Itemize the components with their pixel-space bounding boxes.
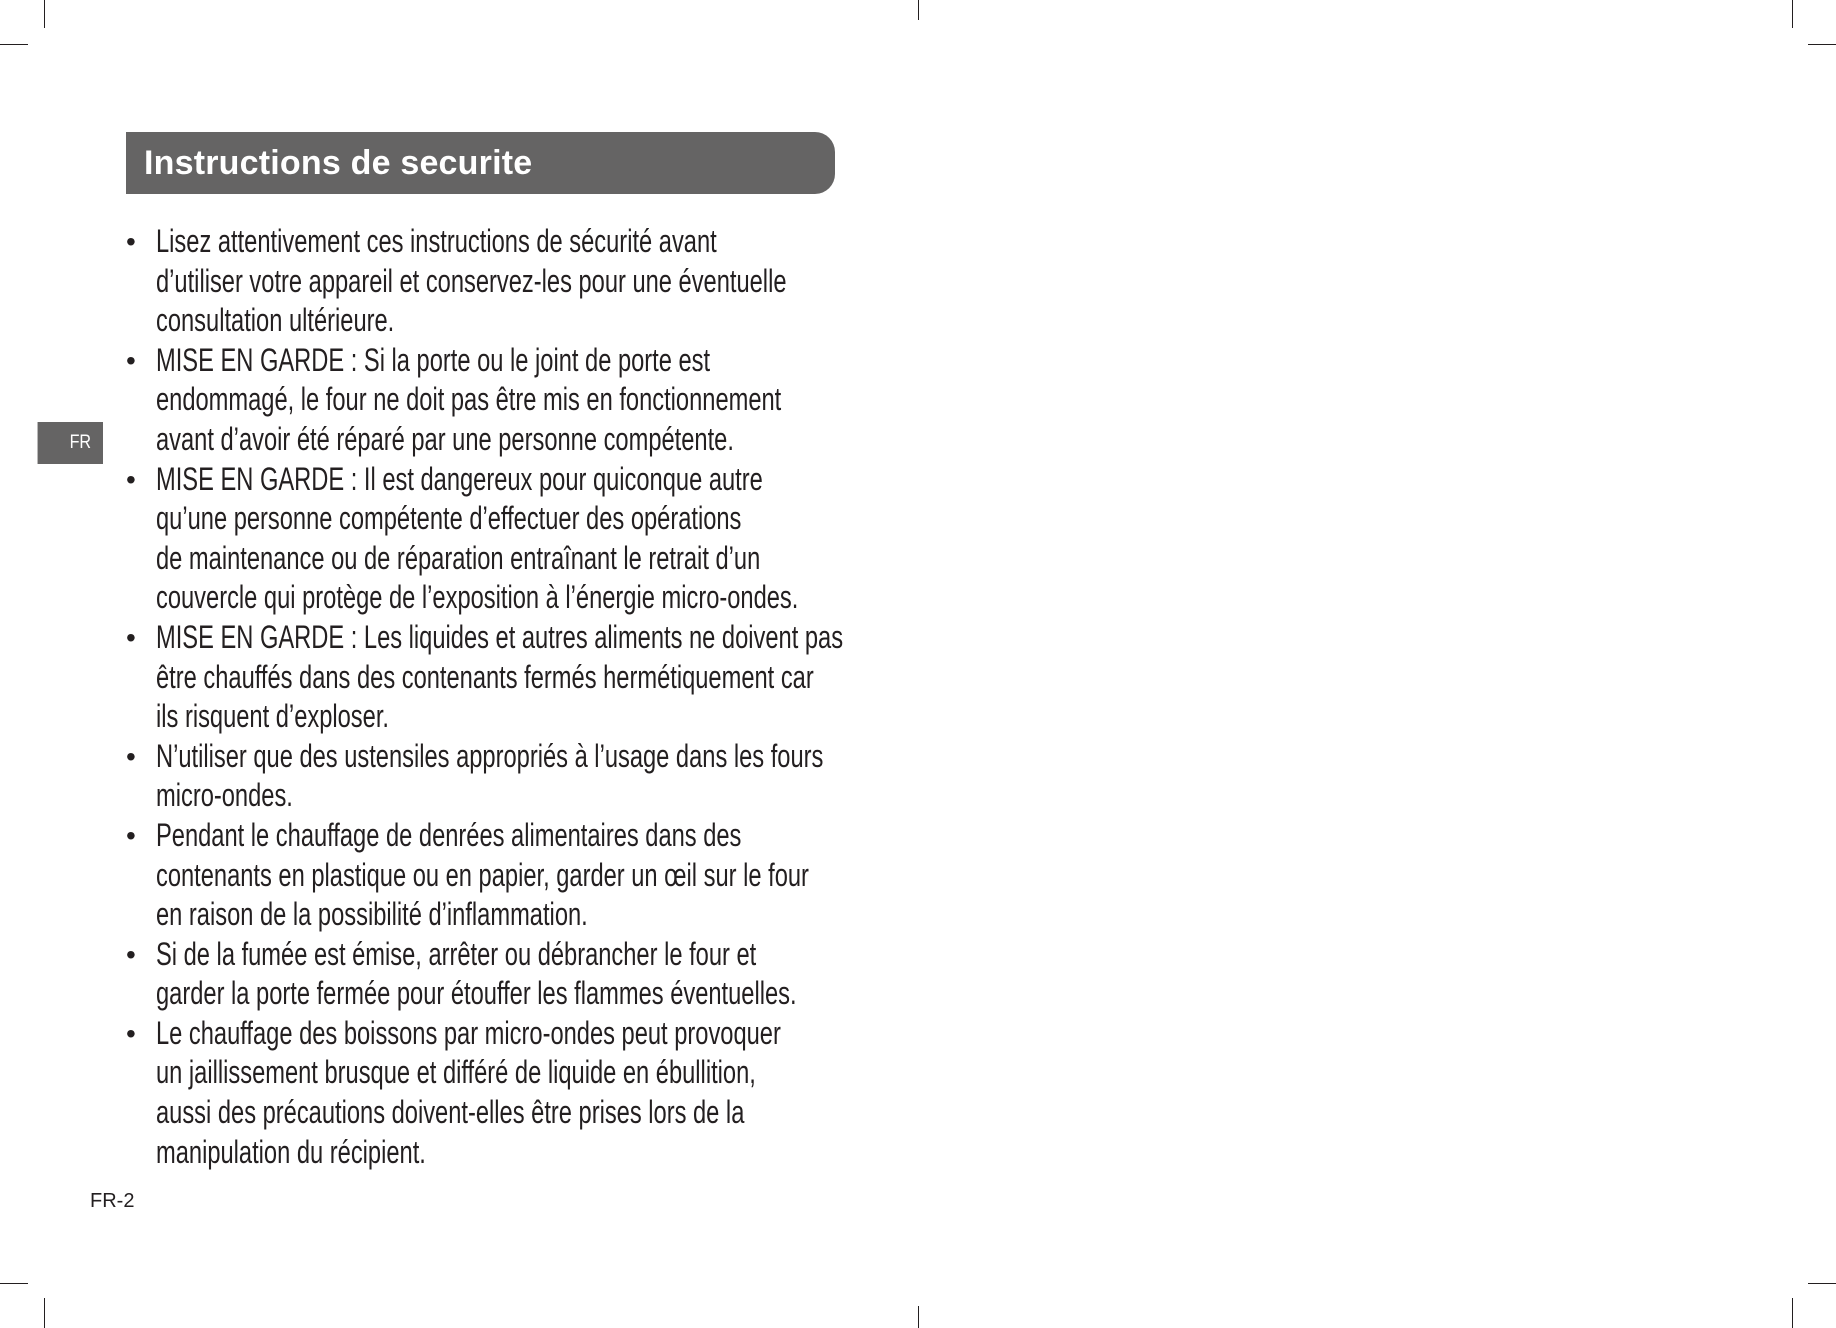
- list-item: [126, 816, 926, 935]
- crop-mark: [0, 1283, 28, 1284]
- bullet-icon: •: [126, 740, 136, 772]
- language-tab: [38, 422, 103, 464]
- list-item-text: MISE EN GARDE : Il est dangereux pour quiconque autre qu’une personne compétente d’effectuer des opérations de maintenance ou de réparation entraînant le retrait d’un couvercle qui protège de l’exposition à l’énergie micro-ondes.: [156, 460, 799, 616]
- bullet-icon: •: [126, 938, 136, 970]
- safety-instructions: [126, 222, 926, 1172]
- list-item: [126, 935, 926, 1014]
- list-item-text: Si de la fumée est émise, arrêter ou débrancher le four et garder la porte fermée pour étouffer les flammes éventuelles.: [156, 935, 797, 1012]
- list-item: [126, 222, 926, 341]
- bullet-icon: •: [126, 1017, 136, 1049]
- bullet-list: [126, 222, 926, 1172]
- bullet-icon: •: [126, 463, 136, 495]
- list-item: [126, 1014, 926, 1172]
- list-item: [126, 618, 926, 737]
- bullet-icon: •: [126, 819, 136, 851]
- crop-mark: [1808, 44, 1836, 45]
- section-header: [126, 132, 835, 194]
- list-item-text: MISE EN GARDE : Si la porte ou le joint de porte est endommagé, le four ne doit pas être mis en fonctionnement avant d’avoir été réparé par une personne compétente.: [156, 341, 782, 457]
- language-tab-label: FR: [69, 432, 92, 453]
- list-item: [126, 460, 926, 618]
- list-item-text: Lisez attentivement ces instructions de sécurité avant d’utiliser votre appareil et conservez-les pour une éventuelle consultation ultérieure.: [156, 223, 787, 339]
- crop-mark: [918, 0, 919, 20]
- bullet-icon: •: [126, 344, 136, 376]
- bullet-icon: •: [126, 226, 136, 257]
- list-item-text: MISE EN GARDE : Les liquides et autres aliments ne doivent pas être chauffés dans des contenants fermés hermétiquement car ils risquent d’exploser.: [156, 618, 844, 735]
- crop-mark: [44, 1298, 45, 1328]
- crop-mark: [1808, 1283, 1836, 1284]
- list-item-text: Le chauffage des boissons par micro-ondes peut provoquer un jaillissement brusque et différé de liquide en ébullition, aussi des précautions doivent-elles être prises lors de la manipulation du récipient.: [156, 1014, 781, 1170]
- list-item: [126, 737, 926, 816]
- bullet-icon: •: [126, 621, 136, 653]
- crop-mark: [0, 44, 28, 45]
- crop-mark: [1792, 1298, 1793, 1328]
- list-item: [126, 341, 926, 460]
- list-item-text: N’utiliser que des ustensiles appropriés à l’usage dans les fours micro-ondes.: [156, 737, 824, 814]
- crop-mark: [918, 1306, 919, 1328]
- section-title: Instructions de securite: [144, 143, 533, 182]
- list-item-text: Pendant le chauffage de denrées alimentaires dans des contenants en plastique ou en papier, garder un œil sur le four en raison de la possibilité d’inflammation.: [156, 816, 809, 933]
- crop-mark: [1792, 0, 1793, 28]
- page-number: FR-2: [90, 1190, 135, 1212]
- crop-mark: [44, 0, 45, 28]
